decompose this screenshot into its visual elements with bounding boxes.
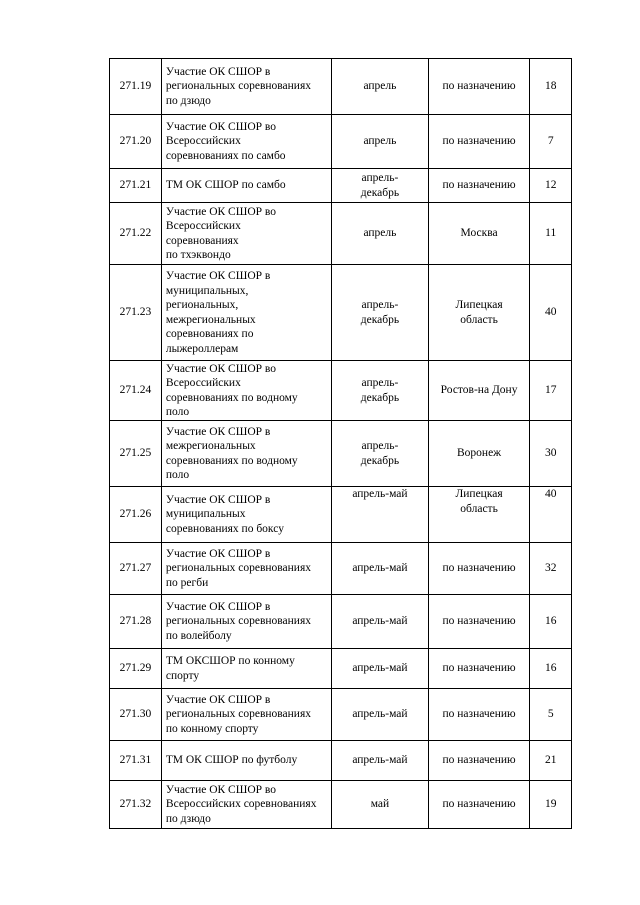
table-row: [110, 265, 572, 361]
table-row: [110, 115, 572, 169]
event-period: апрель-май: [352, 615, 408, 628]
event-name: Участие ОК СШОР в межрегиональных соревнованиях по водному поло: [165, 425, 298, 481]
event-name: Участие ОК СШОР в муниципальных соревнованиях по боксу: [165, 493, 284, 535]
event-place-cell: [428, 115, 530, 169]
event-name: Участие ОК СШОР в региональных соревнованиях по регби: [165, 547, 312, 589]
event-period: апрель-май: [352, 562, 408, 575]
event-period: май: [370, 798, 390, 811]
event-place-cell: [428, 169, 530, 203]
event-period: апрель- декабрь: [360, 377, 400, 404]
row-number-cell: [110, 487, 162, 543]
event-place-cell: [428, 595, 530, 649]
event-name: Участие ОК СШОР во Всероссийских соревнованиях по водному поло: [165, 362, 298, 418]
row-number: 271.26: [119, 508, 152, 521]
event-place: по назначению: [442, 562, 516, 575]
participant-count-cell: [530, 543, 572, 595]
event-place: Москва: [460, 227, 498, 240]
event-name-cell: [161, 543, 331, 595]
participant-count-cell: [530, 595, 572, 649]
event-name: ТМ ОК СШОР по футболу: [165, 754, 298, 767]
row-number-cell: [110, 543, 162, 595]
event-period: апрель: [363, 80, 397, 93]
table-row: [110, 741, 572, 781]
event-period-cell: [332, 487, 429, 543]
table-row: [110, 781, 572, 829]
event-period-cell: [332, 595, 429, 649]
row-number-cell: [110, 115, 162, 169]
row-number: 271.27: [119, 562, 152, 575]
event-place-cell: [428, 543, 530, 595]
participant-count-cell: [530, 689, 572, 741]
participant-count-cell: [530, 59, 572, 115]
event-place-cell: [428, 781, 530, 829]
event-place-cell: [428, 361, 530, 421]
participant-count: 30: [544, 447, 557, 460]
event-name: ТМ ОК СШОР по самбо: [165, 179, 286, 192]
event-period: апрель: [363, 227, 397, 240]
row-number: 271.25: [119, 447, 152, 460]
event-name-cell: [161, 169, 331, 203]
participant-count-cell: [530, 169, 572, 203]
event-name: ТМ ОКСШОР по конному спорту: [165, 655, 295, 682]
row-number-cell: [110, 265, 162, 361]
participant-count: 11: [545, 227, 557, 240]
participant-count-cell: [530, 487, 572, 543]
event-name-cell: [161, 741, 331, 781]
event-period-cell: [332, 203, 429, 265]
event-place: по назначению: [442, 135, 516, 148]
table-row: [110, 543, 572, 595]
event-period: апрель- декабрь: [360, 299, 400, 326]
event-name-cell: [161, 203, 331, 265]
table-row: [110, 595, 572, 649]
event-name: Участие ОК СШОР во Всероссийских соревнованиях по тхэквондо: [165, 205, 276, 261]
event-place-cell: [428, 741, 530, 781]
row-number: 271.19: [119, 80, 152, 93]
row-number: 271.20: [119, 135, 152, 148]
row-number-cell: [110, 203, 162, 265]
event-place: по назначению: [442, 708, 516, 721]
event-place-cell: [428, 203, 530, 265]
table-row: [110, 59, 572, 115]
event-period-cell: [332, 543, 429, 595]
participant-count-cell: [530, 741, 572, 781]
table-row: [110, 487, 572, 543]
row-number: 271.29: [119, 662, 152, 675]
event-name-cell: [161, 781, 331, 829]
participant-count-cell: [530, 265, 572, 361]
event-period: апрель-май: [352, 754, 408, 767]
event-place: по назначению: [442, 754, 516, 767]
event-place-cell: [428, 265, 530, 361]
event-period-cell: [332, 169, 429, 203]
participant-count: 40: [544, 306, 557, 319]
participant-count: 16: [544, 662, 557, 675]
participant-count-cell: [530, 421, 572, 487]
participant-count: 19: [544, 798, 557, 811]
row-number-cell: [110, 689, 162, 741]
table-row: [110, 649, 572, 689]
event-place-cell: [428, 59, 530, 115]
event-place-cell: [428, 421, 530, 487]
event-place: по назначению: [442, 615, 516, 628]
participant-count: 18: [544, 80, 557, 93]
row-number: 271.24: [119, 384, 152, 397]
event-name-cell: [161, 115, 331, 169]
participant-count: 12: [544, 179, 557, 192]
participant-count: 21: [544, 754, 557, 767]
event-name: Участие ОК СШОР в региональных соревнованиях по дзюдо: [165, 65, 312, 107]
event-name-cell: [161, 59, 331, 115]
event-period: апрель-май: [352, 488, 408, 500]
event-place: по назначению: [442, 80, 516, 93]
event-period: апрель- декабрь: [360, 172, 400, 199]
participant-count-cell: [530, 781, 572, 829]
event-place-cell: [428, 487, 530, 543]
event-name-cell: [161, 361, 331, 421]
event-period: апрель-май: [352, 662, 408, 675]
event-period-cell: [332, 59, 429, 115]
event-name: Участие ОК СШОР во Всероссийских соревнованиях по самбо: [165, 120, 286, 162]
event-period-cell: [332, 265, 429, 361]
row-number-cell: [110, 59, 162, 115]
participant-count-cell: [530, 203, 572, 265]
row-number-cell: [110, 649, 162, 689]
event-name: Участие ОК СШОР в муниципальных, региональных, межрегиональных соревнованиях по лыжероллерам: [165, 270, 271, 355]
participant-count: 7: [547, 135, 554, 148]
participant-count: 16: [544, 615, 557, 628]
event-name: Участие ОК СШОР во Всероссийских соревнованиях по дзюдо: [165, 783, 317, 825]
events-table: [109, 58, 572, 829]
event-name-cell: [161, 649, 331, 689]
table-row: [110, 421, 572, 487]
table-row: [110, 689, 572, 741]
row-number: 271.31: [119, 754, 152, 767]
event-name-cell: [161, 421, 331, 487]
participant-count: 17: [544, 384, 557, 397]
participant-count-cell: [530, 115, 572, 169]
event-place: по назначению: [442, 179, 516, 192]
event-name-cell: [161, 487, 331, 543]
table-row: [110, 361, 572, 421]
event-name-cell: [161, 595, 331, 649]
event-period-cell: [332, 649, 429, 689]
event-period: апрель- декабрь: [360, 440, 400, 467]
participant-count: 5: [547, 708, 554, 721]
row-number-cell: [110, 361, 162, 421]
event-place: Липецкая область: [455, 488, 503, 515]
event-place-cell: [428, 689, 530, 741]
participant-count-cell: [530, 649, 572, 689]
row-number: 271.22: [119, 227, 152, 240]
event-place-cell: [428, 649, 530, 689]
row-number: 271.21: [119, 179, 152, 192]
row-number: 271.32: [119, 798, 152, 811]
event-place: Воронеж: [457, 447, 502, 460]
participant-count: 32: [544, 562, 557, 575]
participant-count-cell: [530, 361, 572, 421]
event-period-cell: [332, 781, 429, 829]
row-number-cell: [110, 781, 162, 829]
events-table-body: [110, 59, 572, 829]
event-place: по назначению: [442, 798, 516, 811]
event-period: апрель: [363, 135, 397, 148]
event-period-cell: [332, 115, 429, 169]
event-name-cell: [161, 689, 331, 741]
event-period-cell: [332, 689, 429, 741]
event-period: апрель-май: [352, 708, 408, 721]
table-row: [110, 169, 572, 203]
event-period-cell: [332, 421, 429, 487]
row-number-cell: [110, 169, 162, 203]
row-number-cell: [110, 595, 162, 649]
row-number: 271.30: [119, 708, 152, 721]
table-row: [110, 203, 572, 265]
event-period-cell: [332, 361, 429, 421]
row-number-cell: [110, 741, 162, 781]
row-number-cell: [110, 421, 162, 487]
event-place: Ростов-на Дону: [440, 384, 518, 397]
row-number: 271.28: [119, 615, 152, 628]
event-name: Участие ОК СШОР в региональных соревнованиях по конному спорту: [165, 693, 312, 735]
event-name: Участие ОК СШОР в региональных соревнованиях по волейболу: [165, 600, 312, 642]
event-period-cell: [332, 741, 429, 781]
row-number: 271.23: [119, 306, 152, 319]
event-place: по назначению: [442, 662, 516, 675]
event-name-cell: [161, 265, 331, 361]
event-place: Липецкая область: [455, 299, 503, 326]
participant-count: 40: [544, 488, 557, 500]
